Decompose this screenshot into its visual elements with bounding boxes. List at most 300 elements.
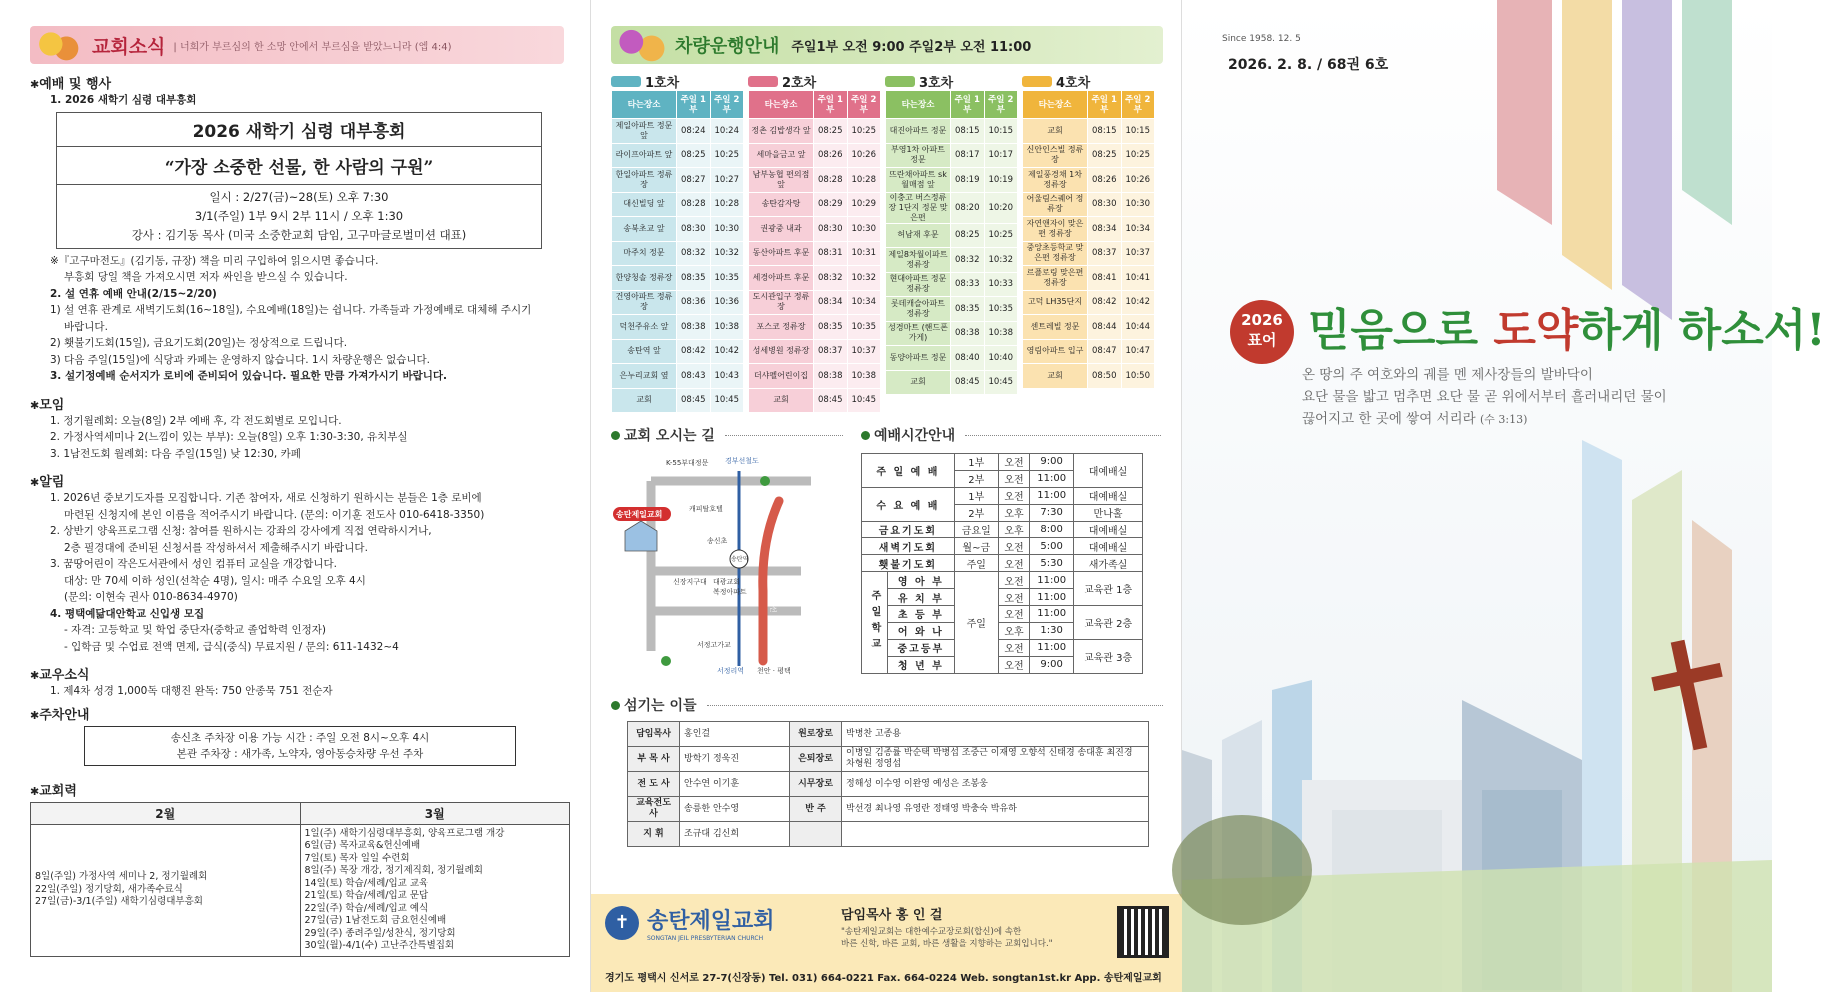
bus-time: 08:25 — [814, 119, 848, 144]
service-cell: 청 년 부 — [887, 656, 954, 673]
verse-ref: (수 3:13) — [1479, 413, 1528, 426]
staff-role — [790, 822, 842, 847]
bus-time: 10:38 — [847, 364, 881, 389]
table-row — [749, 290, 881, 315]
bus-time: 10:15 — [984, 119, 1018, 144]
bus-col-header: 주일 2부 — [847, 91, 881, 119]
table-row — [886, 297, 1018, 322]
bus-col-header: 주일 1부 — [677, 91, 711, 119]
bus-time: 10:33 — [984, 272, 1018, 297]
table-row — [1023, 168, 1155, 193]
bus-time: 08:42 — [1088, 290, 1122, 315]
bus-time: 08:34 — [1088, 217, 1122, 242]
bus-stop: 더샤펠어린이집 — [749, 364, 814, 389]
bus-stop: 남부농협 편의점 앞 — [749, 168, 814, 193]
table-row — [1023, 339, 1155, 364]
bus-time: 10:25 — [984, 223, 1018, 248]
bus-table — [611, 90, 744, 413]
table-row — [628, 722, 1149, 747]
news-line: 4. 평택예닮대안학교 신입생 모집 — [50, 607, 205, 620]
table-row — [612, 364, 744, 389]
parking-line: 본관 주차장 : 새가족, 노약자, 영아동승차량 우선 주차 — [176, 747, 424, 760]
staff-names: 안수연 이기훈 — [680, 772, 790, 797]
service-title: 예배시간안내 — [874, 428, 956, 444]
bus-stop: 건영아파트 정류장 — [612, 290, 677, 315]
bus-stop: 라이프아파트 앞 — [612, 143, 677, 168]
bus-time: 10:30 — [847, 217, 881, 242]
table-row — [862, 521, 1143, 538]
bus-stop: 제일풍경채 1차 정류장 — [1023, 168, 1088, 193]
cover-panel — [1182, 0, 1826, 992]
staff-title: 섬기는 이들 — [624, 698, 697, 714]
news-header — [30, 26, 564, 64]
bus-stop: 성세병원 정류장 — [749, 339, 814, 364]
news-subtitle: | 너희가 부르심의 한 소망 안에서 부르심을 받았느니라 (엡 4:4) — [173, 41, 452, 53]
bus-time: 08:32 — [951, 248, 985, 273]
bus-time: 08:15 — [951, 119, 985, 144]
tulip-icon — [30, 22, 82, 66]
qr-code-icon[interactable] — [1117, 906, 1169, 958]
bus-time: 10:45 — [984, 370, 1018, 395]
service-cell: 주 일 예 배 — [862, 454, 955, 488]
bus-col-header: 타는장소 — [749, 91, 814, 119]
bus-tables — [611, 72, 1163, 413]
bus-stop: 이충고 버스정류장 1단지 정문 맞은편 — [886, 192, 951, 223]
news-line: (문의: 이현숙 권사 010-8634-4970) — [64, 591, 238, 603]
map-label: 신장지구대 — [673, 578, 707, 586]
bus-subtitle: 주일1부 오전 9:00 주일2부 오전 11:00 — [791, 39, 1032, 55]
map-label: 국도1호선 — [769, 581, 777, 613]
bus-time: 10:29 — [847, 192, 881, 217]
directions-section — [611, 425, 843, 685]
table-row — [862, 606, 1143, 623]
church-address: 경기도 평택시 신서로 27-7(신장동) Tel. 031) 664-0221 Fax. 664-0224 Web. songtan1st.kr App. 송탄제일교회 — [605, 973, 1162, 984]
service-cell: 11:00 — [1030, 470, 1074, 487]
bus-time: 10:25 — [710, 143, 744, 168]
motto-part: 도약 — [1493, 305, 1579, 356]
news-line: 1. 정기월례회: 오늘(8일) 2부 예배 후, 각 전도회별로 모입니다. — [50, 414, 342, 427]
bus-time: 10:34 — [1121, 217, 1155, 242]
map-label: 송신초 — [707, 537, 728, 545]
bus-time: 10:38 — [984, 321, 1018, 346]
revival-title: 2026 새학기 심령 대부흥회 — [57, 113, 541, 147]
service-cell: 주일 — [954, 572, 998, 673]
service-cell: 7:30 — [1030, 504, 1074, 521]
service-cell: 월~금 — [954, 538, 998, 555]
service-cell: 오후 — [998, 504, 1030, 521]
table-row — [886, 272, 1018, 297]
bus-time: 10:28 — [847, 168, 881, 193]
bus-stop: 동양아파트 정문 — [886, 346, 951, 371]
bus-col-header: 주일 2부 — [710, 91, 744, 119]
service-cell: 오전 — [998, 470, 1030, 487]
service-cell: 교육관 3층 — [1074, 639, 1143, 673]
service-cell: 9:00 — [1030, 656, 1074, 673]
bus-time: 08:45 — [677, 388, 711, 413]
service-cell: 횃불기도회 — [862, 555, 955, 572]
table-row — [749, 217, 881, 242]
bus-title: 차량운행안내 — [675, 36, 780, 57]
footer — [591, 894, 1183, 992]
service-cell: 11:00 — [1030, 572, 1074, 589]
bus-icon — [611, 76, 641, 87]
bus-stop: 덕천주유소 앞 — [612, 315, 677, 340]
bus-time: 08:30 — [814, 217, 848, 242]
directions-title: 교회 오시는 길 — [624, 428, 715, 444]
bus-time: 10:15 — [1121, 119, 1155, 144]
table-row — [862, 572, 1143, 589]
map-label: K-55부대정문 — [666, 459, 709, 467]
table-row — [862, 538, 1143, 555]
table-row — [862, 639, 1143, 656]
table-row — [749, 241, 881, 266]
motto-text — [1308, 294, 1826, 358]
staff-section — [611, 695, 1163, 847]
table-row — [886, 321, 1018, 346]
service-cell: 새벽기도회 — [862, 538, 955, 555]
bus-time: 08:30 — [677, 217, 711, 242]
bus-stop: 어울림스퀘어 정류장 — [1023, 192, 1088, 217]
bus-col-header: 타는장소 — [612, 91, 677, 119]
bus-time: 08:41 — [1088, 266, 1122, 291]
map-label: 대광교회 — [713, 578, 741, 586]
bus-time: 08:24 — [677, 119, 711, 144]
news-line: 3) 다음 주일(15일)에 식당과 카페는 운영하지 않습니다. 1시 차량운행은 없습니다. — [50, 353, 431, 366]
service-cell: 교육관 2층 — [1074, 606, 1143, 640]
service-cell: 오전 — [998, 572, 1030, 589]
calendar-entry: 8일(주) 목장 개강, 정기제직회, 정기월례회 — [304, 865, 483, 876]
service-cell: 새가족실 — [1074, 555, 1143, 572]
bus-time: 08:32 — [814, 266, 848, 291]
staff-role: 은퇴장로 — [790, 747, 842, 772]
bus-stop: 세경아파트 후문 — [749, 266, 814, 291]
bullet-icon — [611, 431, 620, 440]
service-cell: 오전 — [998, 589, 1030, 606]
table-row — [628, 772, 1149, 797]
motto-part: 하게 하소서! — [1578, 305, 1826, 356]
bus-route-1 — [611, 72, 744, 413]
motto-label: 표어 — [1247, 331, 1277, 349]
service-cell: 1부 — [954, 487, 998, 504]
news-line: 2. 가정사역세미나 2(느낌이 있는 부부): 오늘(8일) 오후 1:30-3:30, 유치부실 — [50, 431, 408, 443]
news-line: 1. 2026 새학기 심령 대부흥회 — [50, 94, 197, 106]
bus-stop: 정촌 김밥생각 앞 — [749, 119, 814, 144]
calendar-entry: 6일(금) 목자교육&헌신예배 — [304, 840, 421, 851]
bus-time: 08:28 — [677, 192, 711, 217]
section-heading: ✱ 예배 및 행사 — [30, 73, 564, 92]
service-cell: 오전 — [998, 639, 1030, 656]
table-row — [1023, 143, 1155, 168]
bus-stop: 송탄감자탕 — [749, 192, 814, 217]
table-row — [612, 388, 744, 413]
service-cell: 대예배실 — [1074, 521, 1143, 538]
section-heading: ✱ 교회력 — [30, 780, 564, 799]
table-row — [628, 822, 1149, 847]
bus-stop: 도시관입구 정류장 — [749, 290, 814, 315]
verse-line: 끊어지고 한 곳에 쌓여 서리라 — [1302, 411, 1476, 427]
bullet-icon — [861, 431, 870, 440]
news-line: 3. 꿈땅어린이 작은도서관에서 성인 컴퓨터 교실을 개강합니다. — [50, 558, 337, 570]
table-row — [612, 217, 744, 242]
bus-stop: 포스코 정류장 — [749, 315, 814, 340]
calendar-table — [30, 802, 570, 957]
bus-stop: 교회 — [749, 388, 814, 413]
table-row — [612, 315, 744, 340]
bus-stop: 중앙초등학교 맞은편 정류장 — [1023, 241, 1088, 266]
service-cell: 오전 — [998, 555, 1030, 572]
church-name: 송탄제일교회 — [647, 909, 775, 934]
bus-time: 10:19 — [984, 168, 1018, 193]
bus-time: 10:42 — [710, 339, 744, 364]
service-cell: 11:00 — [1030, 487, 1074, 504]
bus-col-header: 타는장소 — [886, 91, 951, 119]
bus-stop: 부영1차 아파트 정문 — [886, 143, 951, 168]
staff-role: 반 주 — [790, 797, 842, 822]
bus-time: 08:20 — [951, 192, 985, 223]
table-row — [749, 364, 881, 389]
bus-stop: 교회 — [1023, 119, 1088, 144]
bus-time: 10:45 — [710, 388, 744, 413]
bus-stop: 영림아파트 입구 — [1023, 339, 1088, 364]
service-cell: 금요일 — [954, 521, 998, 538]
news-line: 2) 횃불기도회(15일), 금요기도회(20일)는 정상적으로 드립니다. — [50, 337, 348, 349]
bus-stop: 대신빌딩 앞 — [612, 192, 677, 217]
news-line: 1. 2026년 중보기도자를 모집합니다. 기존 참여자, 새로 신청하기 원하시는 분들은 1층 로비에 — [50, 492, 482, 504]
staff-names: 박선경 최나영 유영란 정태영 박충숙 박유하 — [842, 797, 1149, 822]
parking-box — [84, 726, 516, 766]
table-row — [749, 168, 881, 193]
bus-time: 10:28 — [710, 192, 744, 217]
bus-stop: 대진아파트 정문 — [886, 119, 951, 144]
bus-time: 08:25 — [951, 223, 985, 248]
bus-time: 08:35 — [814, 315, 848, 340]
service-cell: 5:30 — [1030, 555, 1074, 572]
bus-time: 10:32 — [847, 266, 881, 291]
calendar-feb-cell — [31, 824, 301, 956]
bus-time: 08:43 — [677, 364, 711, 389]
service-cell: 중고등부 — [887, 639, 954, 656]
bus-stop: 센트레빌 정문 — [1023, 315, 1088, 340]
table-row — [1023, 241, 1155, 266]
bus-stop: 신안인스빌 정류장 — [1023, 143, 1088, 168]
table-row — [1023, 290, 1155, 315]
revival-speaker: 강사 : 김기동 목사 (미국 소중한교회 담임, 고구마글로벌미션 대표) — [131, 227, 467, 242]
service-cell: 11:00 — [1030, 606, 1074, 623]
bus-time: 08:26 — [814, 143, 848, 168]
map-label: 경부선철도 — [725, 457, 759, 465]
table-row — [749, 119, 881, 144]
map-label: 송탄제일교회 — [616, 510, 663, 519]
parking-section — [30, 704, 564, 766]
bus-time: 08:31 — [814, 241, 848, 266]
bus-time: 10:35 — [984, 297, 1018, 322]
news-line: 3. 1남전도회 월례회: 다음 주일(15일) 낮 12:30, 카페 — [50, 447, 301, 460]
service-cell: 대예배실 — [1074, 454, 1143, 488]
bus-name: 1호차 — [611, 72, 744, 90]
table-row — [612, 119, 744, 144]
news-line: 3. 설기정예배 순서지가 로비에 준비되어 있습니다. 필요한 만큼 가져가시기 바랍니다. — [50, 370, 448, 382]
church-name-en: SONGTAN JEIL PRESBYTERIAN CHURCH — [647, 935, 764, 942]
flower-icon — [611, 22, 669, 66]
bus-time: 10:44 — [1121, 315, 1155, 340]
table-row — [886, 192, 1018, 223]
calendar-month: 3월 — [300, 802, 570, 824]
bus-time: 08:15 — [1088, 119, 1122, 144]
service-cell: 주일 — [954, 555, 998, 572]
bus-icon — [748, 76, 778, 87]
bus-time: 10:35 — [710, 266, 744, 291]
service-cell: 초 등 부 — [887, 606, 954, 623]
news-line: 1. 제4차 성경 1,000독 대행진 완독: 750 안종묵 751 전순자 — [50, 685, 333, 697]
news-line: 대상: 만 70세 이하 성인(선착순 4명), 일시: 매주 수요일 오후 4시 — [64, 574, 366, 587]
service-cell: 만나홀 — [1074, 504, 1143, 521]
calendar-entry: 30일(월)-4/1(수) 고난주간특별집회 — [304, 940, 455, 951]
calendar-entry: 14일(토) 학습/세례/입교 교육 — [304, 877, 429, 889]
bus-time: 08:38 — [951, 321, 985, 346]
bus-time: 08:47 — [1088, 339, 1122, 364]
info-panel — [590, 0, 1182, 992]
table-row — [749, 339, 881, 364]
service-heading — [861, 425, 1161, 445]
bus-time: 08:40 — [951, 346, 985, 371]
bus-stop: 한일아파트 정류장 — [612, 168, 677, 193]
bus-col-header: 타는장소 — [1023, 91, 1088, 119]
bus-time: 10:25 — [1121, 143, 1155, 168]
service-cell: 오전 — [998, 454, 1030, 471]
bus-stop: 동산아파트 후문 — [749, 241, 814, 266]
staff-role: 원로장로 — [790, 722, 842, 747]
bus-time: 10:50 — [1121, 364, 1155, 389]
table-row — [886, 370, 1018, 395]
section-heading: ✱ 교우소식 — [30, 664, 564, 683]
bus-time: 10:31 — [847, 241, 881, 266]
service-cell: 어 와 나 — [887, 622, 954, 639]
church-desc: "송탄제일교회는 대한예수교장로회(합신)에 속한 — [841, 927, 1022, 937]
map — [611, 451, 816, 681]
table-row — [886, 248, 1018, 273]
table-row — [612, 290, 744, 315]
service-cell: 오후 — [998, 622, 1030, 639]
staff-names: 송릉한 안수영 — [680, 797, 790, 822]
bus-stop: 제일아파트 정문 앞 — [612, 119, 677, 144]
verse-line: 온 땅의 주 여호와의 궤를 멘 제사장들의 발바닥이 — [1302, 367, 1593, 383]
service-cell: 대예배실 — [1074, 487, 1143, 504]
staff-names: 정해성 이수영 이완영 예성은 조봉웅 — [842, 772, 1149, 797]
calendar-entry: 1일(주) 새학기심령대부흥회, 양육프로그램 개강 — [304, 827, 505, 839]
bus-stop: 허남재 후문 — [886, 223, 951, 248]
service-cell: 1부 — [954, 454, 998, 471]
staff-names — [842, 822, 1149, 847]
verse-line: 요단 물을 밟고 멈추면 요단 물 곧 위에서부터 흘러내리던 물이 — [1302, 389, 1667, 405]
bus-icon — [1022, 76, 1052, 87]
staff-role: 시무장로 — [790, 772, 842, 797]
calendar-entry: 7일(토) 목자 일일 수련회 — [304, 852, 410, 864]
revival-box — [56, 112, 542, 249]
news-line: 2. 상반기 양육프로그램 신청: 참여를 원하시는 강좌의 강사에게 직접 연락하시거나, — [50, 525, 432, 537]
bus-time: 08:26 — [1088, 168, 1122, 193]
section-heading: ✱ 주차안내 — [30, 704, 564, 723]
table-row — [749, 388, 881, 413]
service-cell: 금요기도회 — [862, 521, 955, 538]
table-row — [862, 487, 1143, 504]
bus-time: 08:35 — [951, 297, 985, 322]
bus-table — [885, 90, 1018, 395]
bus-time: 08:34 — [814, 290, 848, 315]
map-label: 천안 · 평택 — [757, 667, 791, 675]
calendar-entry: 8일(주일) 가정사역 세미나 2, 정기월례회 — [35, 871, 208, 883]
news-line: 마련된 신청지에 본인 이름을 적어주시기 바랍니다. (문의: 이기훈 전도사 010-6418-3350) — [64, 508, 485, 521]
staff-names: 박병찬 고종용 — [842, 722, 1149, 747]
meeting-section — [30, 394, 564, 463]
map-label: 서정고가교 — [697, 641, 731, 649]
bus-stop: 뜨란채아파트 sk월매점 앞 — [886, 168, 951, 193]
table-row — [749, 266, 881, 291]
bus-route-2 — [748, 72, 881, 413]
staff-heading — [611, 695, 1163, 715]
service-cell: 주일학교 — [862, 572, 888, 673]
bus-time: 10:37 — [1121, 241, 1155, 266]
table-row — [628, 797, 1149, 822]
calendar-entry: 29일(주) 종려주일/성찬식, 정기당회 — [304, 927, 456, 939]
bus-time: 08:30 — [1088, 192, 1122, 217]
bus-time: 08:37 — [814, 339, 848, 364]
service-cell: 유 치 부 — [887, 589, 954, 606]
bus-name: 3호차 — [885, 72, 1018, 90]
service-cell: 영 아 부 — [887, 572, 954, 589]
bus-table — [1022, 90, 1155, 389]
news-line: - 자격: 고등학교 및 학업 중단자(중학교 졸업학력 인정자) — [64, 624, 327, 636]
staff-role: 부 목 사 — [628, 747, 680, 772]
bus-col-header: 주일 2부 — [984, 91, 1018, 119]
map-label: 송탄역 — [731, 556, 749, 563]
pastor-name: 담임목사 홍 인 걸 — [841, 908, 943, 923]
service-cell: 교육관 1층 — [1074, 572, 1143, 606]
map-label: 복정아파트 — [713, 588, 747, 596]
table-row — [1023, 266, 1155, 291]
bus-time: 10:20 — [984, 192, 1018, 223]
service-section — [861, 425, 1161, 685]
bus-stop: 현대아파트 정문 정류장 — [886, 272, 951, 297]
members-section — [30, 664, 564, 700]
table-row — [1023, 119, 1155, 144]
table-row — [1023, 315, 1155, 340]
table-row — [1023, 192, 1155, 217]
parking-line: 송신초 주차장 이용 가능 시간 : 주일 오전 8시~오후 4시 — [170, 731, 430, 744]
cover-background — [1182, 0, 1772, 992]
bus-time: 08:50 — [1088, 364, 1122, 389]
bus-time: 10:40 — [984, 346, 1018, 371]
bus-table — [748, 90, 881, 413]
news-line: ※『고구마전도』(김기동, 규장) 책을 미리 구입하여 읽으시면 좋습니다. — [50, 254, 379, 267]
bus-time: 08:45 — [814, 388, 848, 413]
table-row — [612, 143, 744, 168]
bus-time: 08:25 — [1088, 143, 1122, 168]
calendar-mar-cell — [300, 824, 570, 956]
map-label: 서정리역 — [717, 667, 745, 675]
bus-time: 10:38 — [710, 315, 744, 340]
table-row — [612, 339, 744, 364]
calendar-entry: 27일(금)-3/1(주일) 새학기심령대부흥회 — [35, 896, 203, 908]
calendar-section — [30, 780, 564, 957]
bible-verse — [1302, 364, 1722, 431]
motto-part: 믿음으로 — [1308, 305, 1494, 356]
table-row — [886, 168, 1018, 193]
bus-time: 08:19 — [951, 168, 985, 193]
revival-date: 3/1(주일) 1부 9시 2부 11시 / 오후 1:30 — [194, 208, 404, 223]
bus-stop: 세마을금고 앞 — [749, 143, 814, 168]
service-cell: 9:00 — [1030, 454, 1074, 471]
bus-time: 08:28 — [814, 168, 848, 193]
